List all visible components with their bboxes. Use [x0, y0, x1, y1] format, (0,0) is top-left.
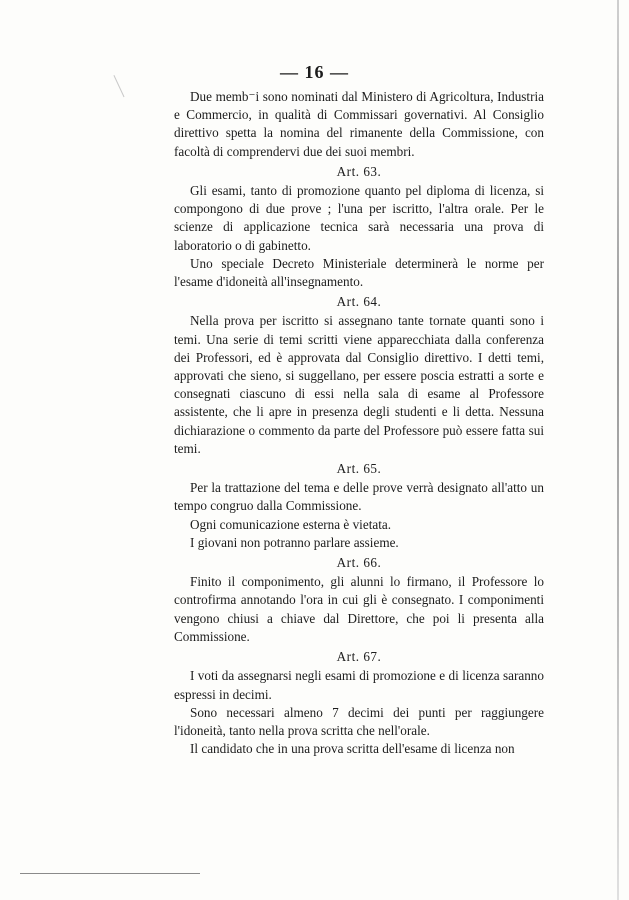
article-66-heading: Art. 66. [336, 555, 382, 571]
article-63-paragraph-2: Uno speciale Decreto Ministeriale determinerà le norme per l'esame d'idoneità all'insegnamento. [174, 255, 544, 290]
article-64-paragraph-1: Nella prova per iscritto si assegnano tante tornate quanti sono i temi. Una serie di temi scritti viene apparecchiata dalla conferenza dei Professori, ed è approvata dal Consiglio direttivo. I detti temi, approvati che sieno, si suggellano, per essere poscia estratti a sorte e consegnati ciascuno di essi nella sala di esame al Professore assistente, che li apre in presenza degli studenti e li detta. Nessuna dichiarazione o commento da parte del Professore può essere fatta sui temi. [174, 313, 544, 456]
article-66-paragraph-1: Finito il componimento, gli alunni lo firmano, il Professore lo controfirma annotando l'ora in cui gli è consegnato. I componimenti vengono chiusi a chiave dal Direttore, che poi li presenta alla Commissione. [174, 574, 544, 644]
page-edge-shadow [617, 0, 619, 900]
article-67-paragraph-3: Il candidato che in una prova scritta dell'esame di licenza non [190, 741, 515, 757]
article-64-heading: Art. 64. [336, 294, 382, 310]
article-67-paragraph-2: Sono necessari almeno 7 decimi dei punti per raggiungere l'idoneità, tanto nella prova scritta che nell'orale. [174, 704, 544, 738]
article-65-heading: Art. 65. [336, 461, 382, 477]
page-body [174, 88, 544, 758]
article-65-paragraph-2: Ogni comunicazione esterna è vietata. [190, 516, 392, 532]
bottom-rule [20, 873, 200, 874]
article-67-heading: Art. 67. [336, 649, 382, 665]
article-67-paragraph-1: I voti da assegnarsi negli esami di promozione e di licenza saranno espressi in decimi. [174, 668, 544, 702]
page-number: — 16 — [280, 62, 349, 82]
article-63-heading: Art. 63. [336, 163, 382, 179]
intro-paragraph: Due memb⁻i sono nominati dal Ministero di Agricoltura, Industria e Commercio, in qualità di Commissari governativi. Al Consiglio direttivo spetta la nomina del rimanente della Commissione, con facoltà di comprendervi due dei suoi membri. [174, 89, 544, 159]
article-63-paragraph-1: Gli esami, tanto di promozione quanto pel diploma di licenza, si compongono di due prove ; l'una per iscritto, l'altra orale. Per le scienze di applicazione tecnica sarà necessaria una prova di laboratorio o di gabinetto. [174, 183, 544, 253]
article-65-paragraph-3: I giovani non potranno parlare assieme. [190, 534, 399, 550]
article-65-paragraph-1: Per la trattazione del tema e delle prove verrà designato all'atto un tempo congruo dalla Commissione. [174, 480, 544, 514]
